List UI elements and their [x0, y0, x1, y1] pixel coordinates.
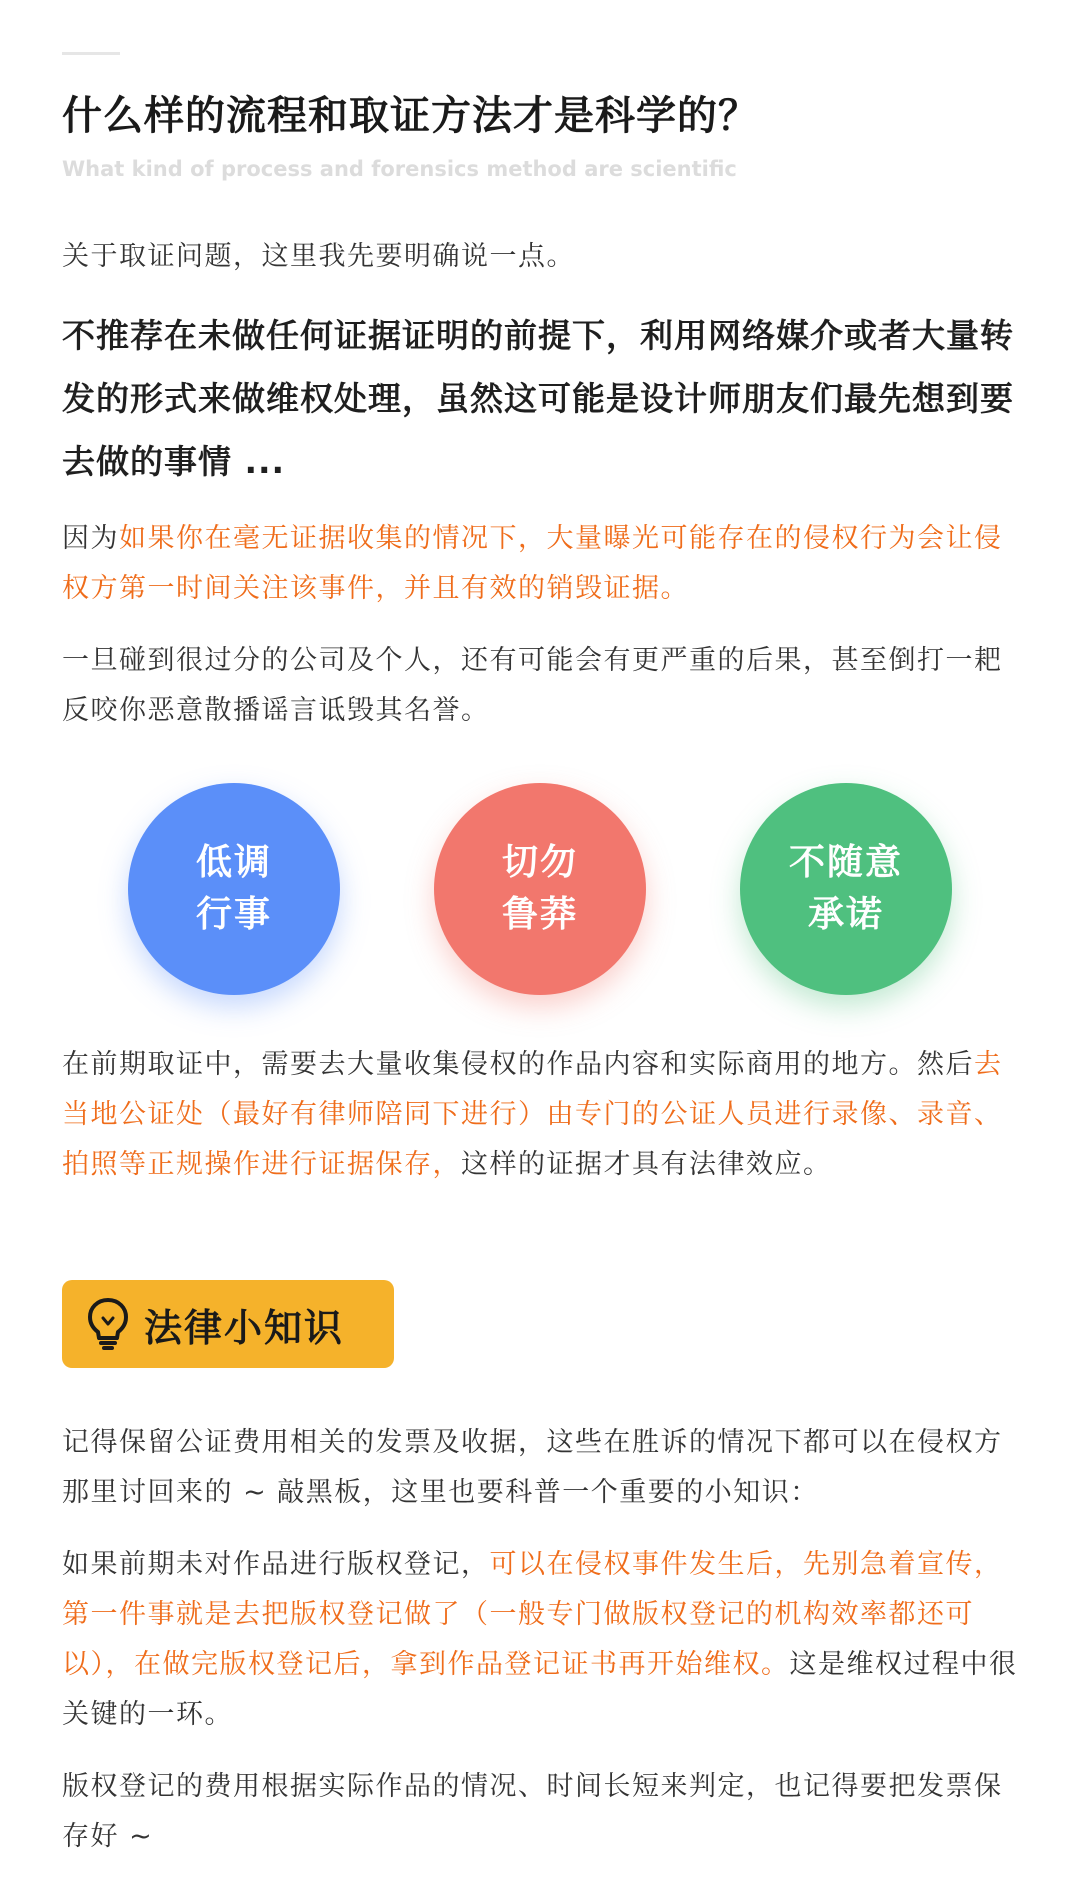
evidence-text-end: 这样的证据才具有法律效应。	[461, 1149, 832, 1180]
principle-circle-low-profile	[128, 783, 340, 995]
because-highlight: 如果你在毫无证据收集的情况下，大量曝光可能存在的侵权行为会让侵权方第一时间关注该事件，并且有效的销毁证据。	[62, 523, 1003, 604]
register-paragraph	[62, 1540, 1018, 1740]
principle-circle-not-reckless	[434, 783, 646, 995]
register-text: 如果前期未对作品进行版权登记，	[62, 1549, 490, 1580]
principle-line: 切勿	[501, 842, 578, 883]
principle-line: 行事	[195, 894, 272, 935]
law-tip-badge	[62, 1280, 394, 1368]
top-divider	[62, 52, 120, 55]
section-subtitle: What kind of process and forensics method are scientific	[62, 157, 737, 181]
principle-line: 不随意	[788, 842, 903, 883]
because-paragraph	[62, 514, 1018, 614]
register-text-end: 这是维权过程中很关键的一环。	[62, 1649, 1018, 1730]
evidence-text: 在前期取证中，需要去大量收集侵权的作品内容和实际商用的地方。然后	[62, 1049, 974, 1080]
receipt-paragraph: 记得保留公证费用相关的发票及收据，这些在胜诉的情况下都可以在侵权方那里讨回来的 ~ 敲黑板，这里也要科普一个重要的小知识：	[62, 1427, 1003, 1508]
evidence-paragraph	[62, 1040, 1018, 1190]
evidence-highlight: 去当地公证处（最好有律师陪同下进行）由专门的公证人员进行录像、录音、拍照等正规操作进行证据保存，	[62, 1049, 1003, 1180]
lightbulb-icon	[86, 1296, 130, 1352]
because-text: 因为	[62, 523, 119, 554]
intro-paragraph: 关于取证问题，这里我先要明确说一点。	[62, 241, 575, 272]
principle-circle-no-promise	[740, 783, 952, 995]
principle-line: 鲁莽	[501, 894, 578, 935]
principle-line: 承诺	[807, 894, 884, 935]
register-highlight: 可以在侵权事件发生后，先别急着宣传，第一件事就是去把版权登记做了（一般专门做版权登记的机构效率都还可以），在做完版权登记后，拿到作品登记证书再开始维权。	[62, 1549, 1003, 1680]
fee-paragraph: 版权登记的费用根据实际作品的情况、时间长短来判定，也记得要把发票保存好 ~	[62, 1771, 1003, 1852]
law-tip-label: 法律小知识	[144, 1305, 345, 1350]
section-title: 什么样的流程和取证方法才是科学的？	[62, 93, 759, 139]
emphasis-paragraph: 不推荐在未做任何证据证明的前提下，利用网络媒介或者大量转发的形式来做维权处理，虽然这可能是设计师朋友们最先想到要去做的事情 ...	[62, 316, 1014, 481]
principle-line: 低调	[195, 842, 272, 883]
consequence-paragraph: 一旦碰到很过分的公司及个人，还有可能会有更严重的后果，甚至倒打一耙反咬你恶意散播谣言诋毁其名誉。	[62, 645, 1003, 726]
